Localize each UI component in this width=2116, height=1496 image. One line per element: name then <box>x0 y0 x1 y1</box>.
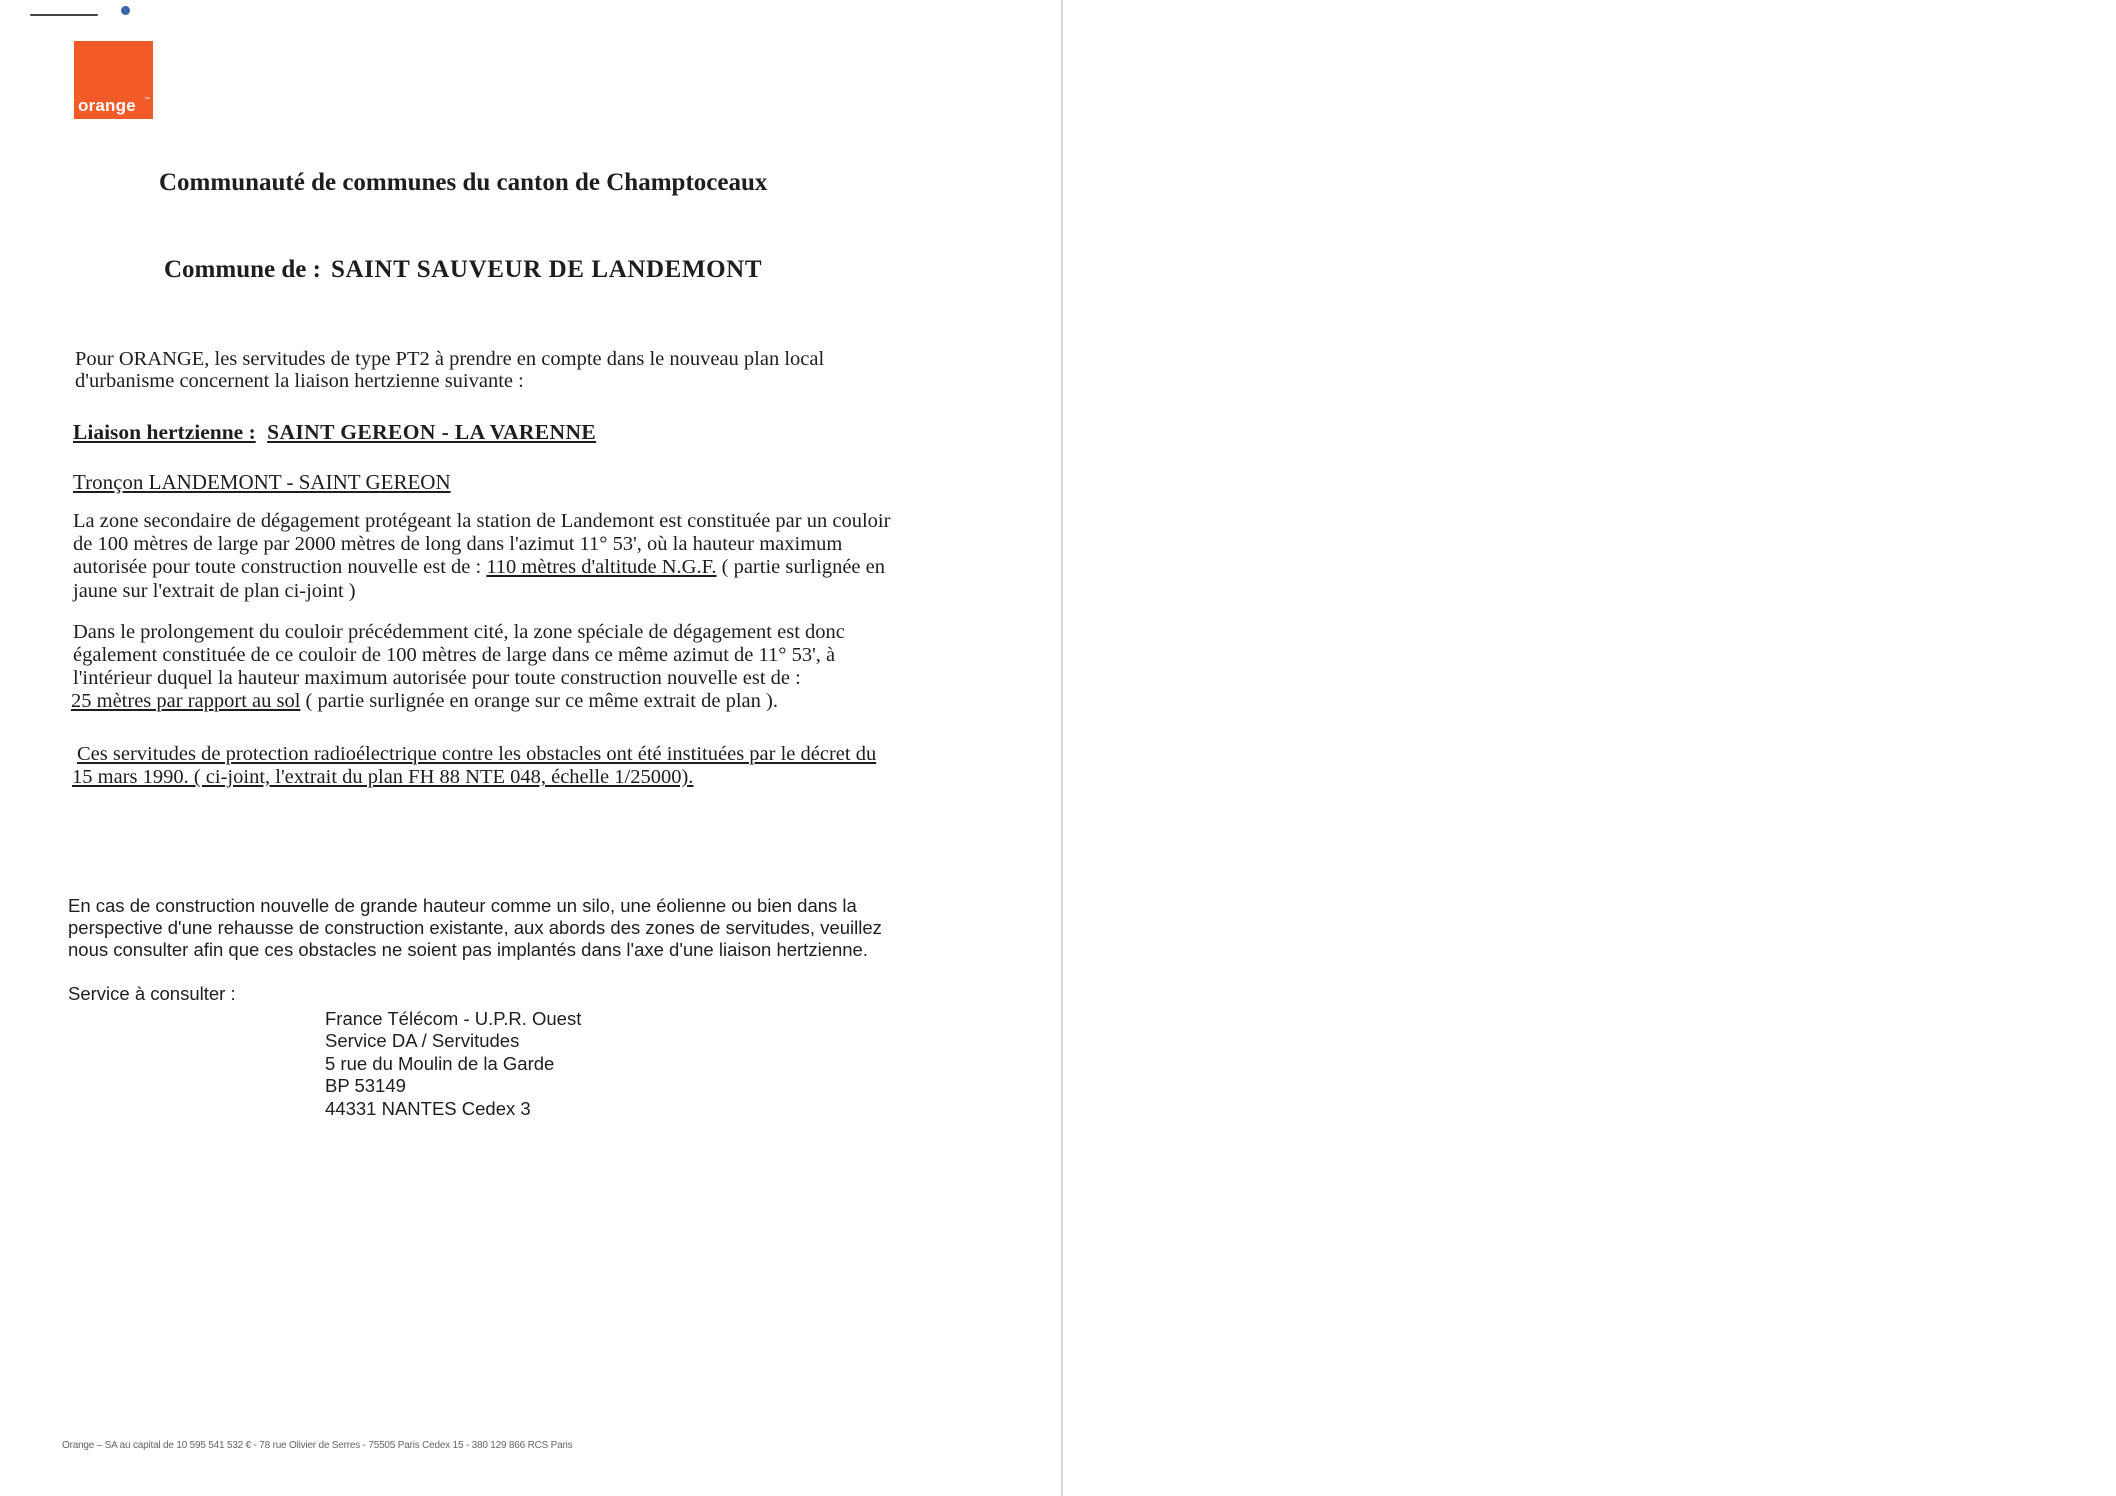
address-line-2: Service DA / Servitudes <box>325 1030 520 1051</box>
para3-line-2: 15 mars 1990. ( ci-joint, l'extrait du plan FH 88 NTE 048, échelle 1/25000). <box>72 766 694 788</box>
commune-name: SAINT SAUVEUR DE LANDEMONT <box>330 256 763 283</box>
para4-line-3: nous consulter afin que ces obstacles ne soient pas implantés dans l'axe d'une liaison hertzienne. <box>68 939 868 960</box>
community-title: Communauté de communes du canton de Champtoceaux <box>159 169 768 196</box>
para2-line-1: Dans le prolongement du couloir précédemment cité, la zone spéciale de dégagement est donc <box>73 621 845 643</box>
scan-mark-dot <box>121 6 130 15</box>
address-line-1: France Télécom - U.P.R. Ouest <box>325 1008 582 1029</box>
page-divider <box>1061 0 1063 1496</box>
service-label: Service à consulter : <box>68 983 236 1004</box>
commune-label: Commune de : <box>164 256 321 283</box>
orange-logo <box>74 41 153 119</box>
orange-logo-tm: ™ <box>144 97 150 103</box>
liaison-value: SAINT GEREON - LA VARENNE <box>267 420 597 444</box>
para2-line-3: l'intérieur duquel la hauteur maximum autorisée pour toute construction nouvelle est de : <box>73 667 801 689</box>
para4-line-2: perspective d'une rehausse de construction existante, aux abords des zones de servitudes, veuillez <box>68 917 882 938</box>
para1-line-1: La zone secondaire de dégagement protégeant la station de Landemont est constituée par un couloir <box>73 510 891 532</box>
para1-line-2: de 100 mètres de large par 2000 mètres de long dans l'azimut 11° 53', où la hauteur maximum <box>73 533 843 555</box>
para2-height-sol: 25 mètres par rapport au sol <box>71 690 301 712</box>
orange-logo-text: orange <box>78 96 136 115</box>
intro-line-1: Pour ORANGE, les servitudes de type PT2 à prendre en compte dans le nouveau plan local <box>75 348 825 370</box>
intro-line-2: d'urbanisme concernent la liaison hertzienne suivante : <box>75 370 524 392</box>
legal-footer: Orange – SA au capital de 10 595 541 532 € - 78 rue Olivier de Serres - 75505 Paris Cedex 15 - 380 129 866 RCS Paris <box>62 1440 573 1451</box>
scan-mark-line <box>30 14 98 16</box>
commune-title <box>164 256 762 284</box>
address-line-3: 5 rue du Moulin de la Garde <box>325 1053 555 1074</box>
para2-line-4 <box>71 690 778 713</box>
address-line-5: 44331 NANTES Cedex 3 <box>325 1098 531 1119</box>
address-line-4: BP 53149 <box>325 1075 406 1096</box>
para4-line-1: En cas de construction nouvelle de grande hauteur comme un silo, une éolienne ou bien dans la <box>68 895 857 916</box>
para1-line-3-end: ( partie surlignée en <box>716 556 885 578</box>
para1-line-4: jaune sur l'extrait de plan ci-joint ) <box>73 580 356 602</box>
para2-line-4-end: ( partie surlignée en orange sur ce même extrait de plan ). <box>300 690 778 712</box>
para1-line-3-text: autorisée pour toute construction nouvelle est de : <box>73 556 482 578</box>
para2-line-2: également constituée de ce couloir de 100 mètres de large dans ce même azimut de 11° 53', à <box>73 644 836 666</box>
troncon-heading: Tronçon LANDEMONT - SAINT GEREON <box>73 470 451 494</box>
liaison-heading <box>73 421 596 444</box>
para1-height-ngf: 110 mètres d'altitude N.G.F. <box>486 556 717 578</box>
liaison-label: Liaison hertzienne : <box>73 420 256 444</box>
para3-line-1: Ces servitudes de protection radioélectrique contre les obstacles ont été instituées par le décret du <box>77 743 877 765</box>
para1-line-3 <box>73 556 885 579</box>
